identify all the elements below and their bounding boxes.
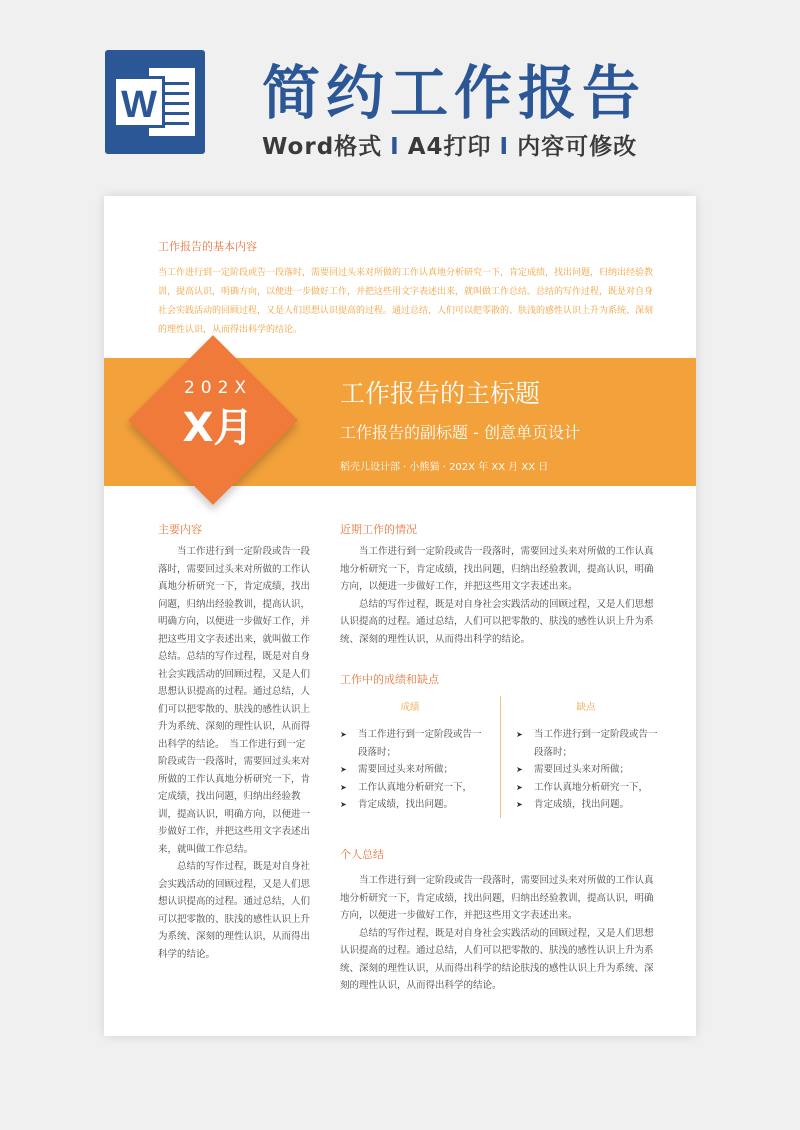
list-item: ➤ 工作认真地分析研究一下，: [516, 779, 666, 797]
main-content-paragraph: 当工作进行到一定阶段或告一段落时，需要回过头来对所做的工作认真地分析研究一下，肯定成绩，找出问题，归纳出经验教训，提高认识，明确方向，以便进一步做好工作，并把这些用文字表述出来，就叫做工作总结。总结的写作过程，既是对自身社会实践活动的回顾过程，又是人们思想认识提高的过程。通过总结，人们可以把零散的、肤浅的感性认识上升为系统、深刻的理性认识，从而得出科学的结论。 当工作进行到一定阶段或告一段落时，需要回过头来对所做的工作认真地分析研究一下，肯定成绩，找出问题，归纳出经验教训，提高认识，明确方向，以便进一步做好工作，并把这些用文字表述出来，就叫做工作总结。: [158, 546, 311, 855]
achievements-list: [340, 726, 490, 814]
subtitle-print: A4打印: [407, 134, 492, 160]
main-content-title: 主要内容: [158, 523, 202, 536]
list-item: ➤ 肯定成绩，找出问题。: [516, 796, 666, 814]
recent-work-title: 近期工作的情况: [340, 523, 417, 536]
intro-title: 工作报告的基本内容: [158, 240, 257, 253]
subtitle-separator: I: [499, 134, 510, 160]
subtitle-separator: I: [390, 134, 400, 160]
header-subtitle: [262, 128, 637, 161]
achievements-title: 工作中的成绩和缺点: [340, 673, 439, 686]
word-letter: W: [113, 76, 165, 128]
list-item: ➤ 肯定成绩，找出问题。: [340, 796, 490, 814]
word-logo-icon: [105, 50, 205, 154]
intro-text: 当工作进行到一定阶段或告一段落时，需要回过头来对所做的工作认真地分析研究一下，肯定成绩，找出问题，归纳出经验教训，提高认识，明确方向，以便进一步做好工作，并把这些用文字表述出来，就叫做工作总结。总结的写作过程，既是对自身社会实践活动的回顾过程，又是人们思想认识提高的过程。通过总结，人们可以把零散的、肤浅的感性认识上升为系统、深刻的理性认识，从而得出科学的结论。: [158, 268, 654, 335]
recent-work-paragraph: 当工作进行到一定阶段或告一段落时，需要回过头来对所做的工作认真地分析研究一下，肯定成绩，找出问题，归纳出经验教训，提高认识，明确方向，以便进一步做好工作，并把这些用文字表述出来。: [340, 546, 654, 592]
banner-subtitle: 工作报告的副标题 - 创意单页设计: [340, 423, 580, 442]
list-item: ➤ 需要回过头来对所做；: [340, 761, 490, 779]
recent-work-text: [340, 543, 658, 648]
recent-work-paragraph: 总结的写作过程，既是对自身社会实践活动的回顾过程，又是人们思想认识提高的过程。通过总结，人们可以把零散的、肤浅的感性认识上升为系统、深刻的理性认识，从而得出科学的结论。: [340, 598, 654, 645]
subtitle-format: Word格式: [262, 134, 383, 160]
list-item: ➤ 当工作进行到一定阶段或告一段落时；: [516, 726, 666, 761]
shortcomings-list: [516, 726, 666, 814]
banner-title: 工作报告的主标题: [340, 379, 541, 408]
document-paper: [104, 196, 696, 1036]
achievements-left-head: 成绩: [400, 702, 420, 713]
summary-paragraph: 总结的写作过程，既是对自身社会实践活动的回顾过程，又是人们思想认识提高的过程。通过总结，人们可以把零散的、肤浅的感性认识上升为系统、深刻的理性认识，从而得出科学的结论肤浅的感性认识上升为系统、深刻的理性认识，从而得出科学的结论。: [340, 927, 654, 991]
main-content-text: [158, 543, 310, 963]
column-divider: [500, 696, 501, 818]
main-content-paragraph: 总结的写作过程，既是对自身社会实践活动的回顾过程，又是人们思想认识提高的过程。通过总结，人们可以把零散的、肤浅的感性认识上升为系统、深刻的理性认识，从而得出科学的结论。: [158, 861, 311, 960]
subtitle-editable: 内容可修改: [517, 134, 638, 160]
summary-paragraph: 当工作进行到一定阶段或告一段落时，需要回过头来对所做的工作认真地分析研究一下，肯定成绩，找出问题，归纳出经验教训，提高认识，明确方向，以便进一步做好工作，并把这些用文字表述出来。: [340, 875, 654, 921]
list-item: ➤ 工作认真地分析研究一下，: [340, 779, 490, 797]
list-item: ➤ 需要回过头来对所做；: [516, 761, 666, 779]
header-title: 简约工作报告: [262, 59, 647, 127]
list-item: ➤ 当工作进行到一定阶段或告一段落时；: [340, 726, 490, 761]
banner-month: X月: [182, 405, 254, 451]
achievements-right-head: 缺点: [576, 702, 596, 713]
banner-year: 202X: [183, 378, 253, 398]
summary-text: [340, 872, 658, 995]
banner-meta: 稻壳儿设计部 · 小熊猫 · 202X 年 XX 月 XX 日: [340, 462, 549, 473]
summary-title: 个人总结: [340, 848, 384, 861]
